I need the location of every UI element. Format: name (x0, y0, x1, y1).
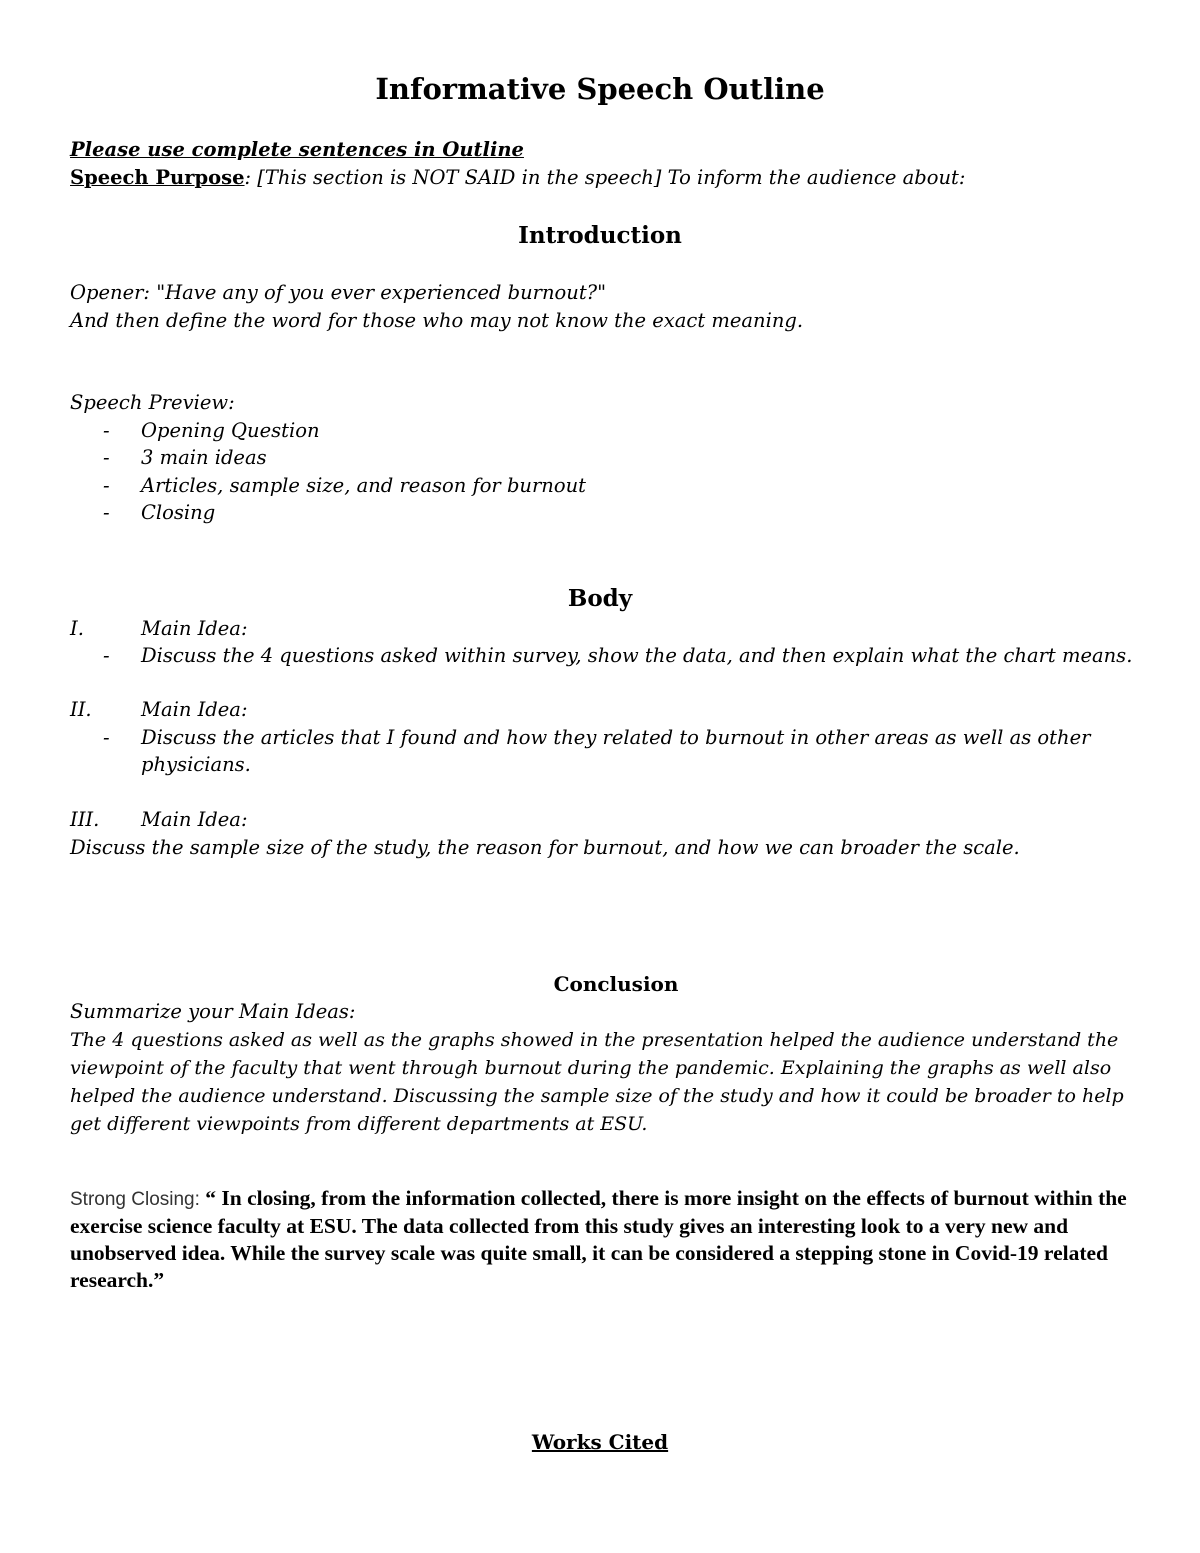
preview-item-text: Closing (141, 501, 216, 524)
strong-closing-text: “ In closing, from the information collected, there is more insight on the effects of burnout within the exercise science faculty at ESU. The data collected from this study gives an interesting look to a very new and unobserved idea. While the survey scale was quite small, it can be considered a stepping stone in Covid-19 related research.” (70, 1186, 1127, 1292)
body-heading: Body (567, 585, 633, 612)
summary-label: Summarize your Main Ideas: (70, 1000, 356, 1023)
main-idea-detail-text: Discuss the sample size of the study, the reason for burnout, and how we can broader the scale. (70, 836, 1020, 859)
strong-closing-label: Strong Closing: (70, 1189, 200, 1210)
speech-purpose (70, 164, 965, 192)
define-line: And then define the word for those who may not know the exact meaning. (70, 309, 804, 332)
preview-item-text: Articles, sample size, and reason for burnout (141, 474, 587, 497)
document-title: Informative Speech Outline (375, 72, 825, 106)
main-idea-detail-continuation: physicians. (141, 753, 251, 776)
strong-closing (70, 1185, 1130, 1294)
main-idea-numeral: II. (70, 698, 92, 721)
speech-purpose-label: Speech Purpose (70, 166, 245, 189)
main-idea-label: Main Idea: (141, 617, 248, 640)
conclusion-heading: Conclusion (553, 972, 679, 996)
main-idea-3 (0, 806, 1200, 834)
works-cited-heading: Works Cited (531, 1430, 669, 1454)
main-idea-detail-text: Discuss the articles that I found and how they related to burnout in other areas as well as other (141, 726, 1091, 749)
speech-preview-label: Speech Preview: (70, 391, 235, 414)
summary-paragraph: The 4 questions asked as well as the graphs showed in the presentation helped the audience understand the viewpoint of the faculty that went through burnout during the pandemic. Explaining the graphs as well also helped the audience understand. Discussing the sample size of the study and how it could be broader to help get different viewpoints from different departments at ESU. (70, 1029, 1124, 1135)
opener-line: Opener: "Have any of you ever experienced burnout?" (70, 281, 607, 304)
speech-purpose-colon: : (244, 166, 252, 189)
preview-item-text: 3 main ideas (141, 446, 267, 469)
main-idea-label: Main Idea: (141, 808, 248, 831)
bullet-dash: - (103, 726, 110, 749)
main-idea-detail-text: Discuss the 4 questions asked within survey, show the data, and then explain what the chart means. (141, 644, 1133, 667)
bullet-dash: - (103, 644, 110, 667)
main-idea-numeral: I. (70, 617, 84, 640)
speech-purpose-text: [This section is NOT SAID in the speech] To inform the audience about: (251, 166, 966, 189)
instructions-note: Please use complete sentences in Outline (70, 138, 524, 161)
bullet-dash: - (103, 419, 110, 442)
bullet-dash: - (103, 474, 110, 497)
main-idea-2 (0, 696, 1200, 724)
bullet-dash: - (103, 501, 110, 524)
main-idea-numeral: III. (70, 808, 100, 831)
preview-item-text: Opening Question (141, 419, 320, 442)
introduction-heading: Introduction (518, 222, 682, 249)
main-idea-label: Main Idea: (141, 698, 248, 721)
main-idea-1 (0, 615, 1200, 643)
bullet-dash: - (103, 446, 110, 469)
